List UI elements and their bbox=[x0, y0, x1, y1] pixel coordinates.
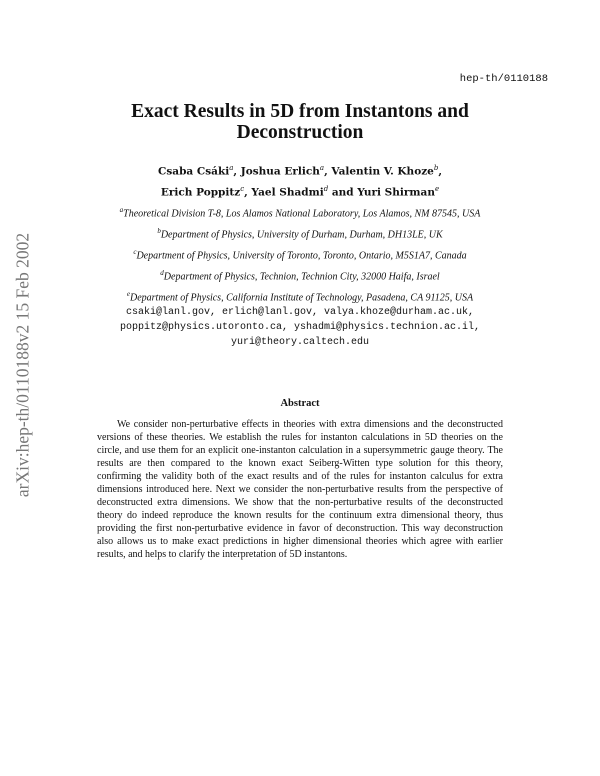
affiliation-mark: c bbox=[133, 248, 137, 256]
affiliation bbox=[40, 246, 560, 267]
author-affil-mark: c bbox=[240, 184, 245, 193]
email-line: poppitz@physics.utoronto.ca, yshadmi@physics.technion.ac.il, bbox=[119, 322, 481, 333]
author-list bbox=[40, 160, 560, 201]
author-affil-mark: a bbox=[229, 164, 234, 172]
report-number: hep-th/0110188 bbox=[459, 73, 548, 85]
title-line-2: Deconstruction bbox=[236, 122, 364, 143]
author-affil-mark: d bbox=[323, 184, 329, 193]
author-line-2 bbox=[40, 181, 560, 202]
abstract-body: We consider non-perturbative effects in theories with extra dimensions and the deconstructed versions of these theories. We establish the rules for instanton calculations in 5D theories on the circle, and use them for an explicit one-instanton calculation in a supersymmetric gauge theory. The results are then compared to the known exact Seiberg-Witten type solution for this theory, confirming the validity both of the exact results and of the rules for instanton calculus for extra dimensions introduced here. Next we consider the non-perturbative results from the perspective of deconstructed extra dimensions. We show that the non-perturbative results of the deconstructed theory do indeed reproduce the known results for the continuum extra dimensional theory, thus providing the first non-perturbative evidence in favor of deconstruction. This way deconstruction also allows us to make exact predictions in higher dimensional theories which agree with earlier results, and helps to clarify the interpretation of 5D instantons. bbox=[97, 419, 503, 560]
author-name: Valentin V. Khoze bbox=[331, 165, 434, 178]
affiliation-mark: d bbox=[160, 269, 164, 277]
author-name: Csaba Csáki bbox=[158, 165, 230, 178]
author-separator: , bbox=[324, 165, 332, 178]
author-separator: and bbox=[328, 186, 358, 198]
affiliation-mark: b bbox=[157, 227, 161, 235]
email-line: csaki@lanl.gov, erlich@lanl.gov, valya.khoze@durham.ac.uk, bbox=[125, 307, 475, 318]
affiliation-text: Theoretical Division T-8, Los Alamos National Laboratory, Los Alamos, NM 87545, USA bbox=[123, 208, 481, 220]
email-line: yuri@theory.caltech.edu bbox=[230, 337, 370, 348]
author-separator: , bbox=[233, 165, 241, 178]
affiliation-mark: a bbox=[119, 206, 124, 214]
author-affil-mark: b bbox=[433, 164, 439, 172]
email-block bbox=[40, 305, 560, 350]
arxiv-sidebar-stamp bbox=[12, 200, 34, 530]
affiliation-text: Department of Physics, California Institute of Technology, Pasadena, CA 91125, USA bbox=[129, 292, 474, 304]
affiliation bbox=[40, 204, 560, 225]
arxiv-stamp-text: arXiv:hep-th/0110188v2 15 Feb 2002 bbox=[12, 232, 33, 498]
affiliation-mark: e bbox=[126, 290, 130, 298]
affiliation-text: Department of Physics, University of Durham, Durham, DH13LE, UK bbox=[160, 229, 443, 241]
author-line-1 bbox=[40, 160, 560, 181]
author-affil-mark: e bbox=[434, 184, 440, 193]
affiliation-list bbox=[40, 204, 560, 309]
affiliation bbox=[40, 267, 560, 288]
author-separator: , bbox=[244, 186, 252, 198]
title-line-1: Exact Results in 5D from Instantons and bbox=[131, 101, 469, 122]
author-name: Joshua Erlich bbox=[240, 165, 320, 178]
author-name: Yuri Shirman bbox=[357, 186, 435, 198]
affiliation bbox=[40, 225, 560, 246]
affiliation-text: Department of Physics, Technion, Technion City, 32000 Haifa, Israel bbox=[163, 271, 440, 283]
author-separator: , bbox=[438, 165, 442, 178]
paper-title bbox=[40, 101, 560, 143]
author-affil-mark: a bbox=[319, 164, 325, 172]
author-name: Erich Poppitz bbox=[160, 186, 241, 198]
affiliation-text: Department of Physics, University of Toronto, Toronto, Ontario, M5S1A7, Canada bbox=[136, 250, 467, 262]
abstract-heading: Abstract bbox=[280, 398, 320, 409]
author-name: Yael Shadmi bbox=[251, 186, 324, 198]
